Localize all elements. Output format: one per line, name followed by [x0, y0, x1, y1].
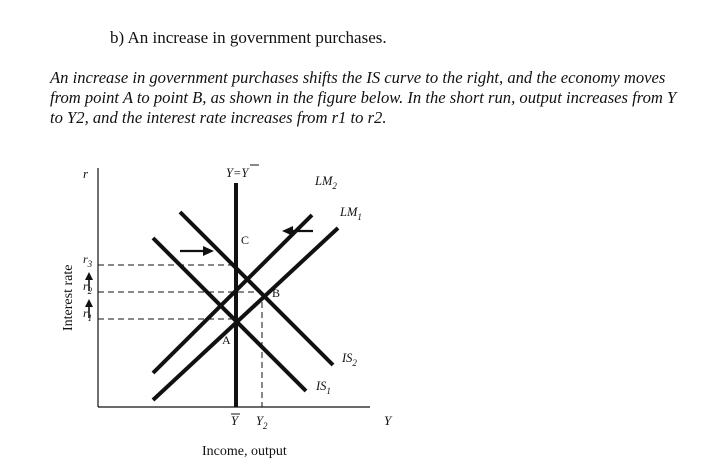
point-a-label: A: [222, 333, 231, 347]
lm1-label: $LM_1$: [340, 205, 362, 222]
lm2-label: $LM_2$: [315, 174, 337, 191]
is-shift-arrow: [180, 246, 214, 256]
point-c-label: C: [241, 233, 250, 247]
x-axis-symbol: Y: [384, 413, 392, 428]
explanation-paragraph: An increase in government purchases shifts the IS curve to the right, and the economy moves from point A to point B, as shown in the figure below. In the short run, output increases from Y to Y2, and the interest rate increases from r1 to r2.: [50, 68, 677, 127]
r2-label: $r_2$: [83, 279, 93, 296]
r3-label: $r_3$: [83, 252, 93, 269]
lm2-curve: [153, 215, 312, 373]
y-bar-tick-label: Y: [231, 414, 238, 428]
y-axis-title: Interest rate: [61, 264, 76, 331]
is2-label: $IS_2$: [342, 351, 357, 368]
y-axis-symbol: r: [83, 166, 89, 181]
vertical-line-label: Y=Y: [226, 166, 249, 180]
is1-label: $IS_1$: [316, 379, 331, 396]
lm1-curve: [153, 228, 338, 400]
r1-label: $r_1$: [83, 306, 93, 323]
section-heading: b) An increase in government purchases.: [110, 28, 387, 47]
x-axis-title: Income, output: [202, 444, 287, 459]
y2-tick-label: $Y_2$: [256, 414, 268, 431]
point-b-label: B: [272, 286, 281, 300]
